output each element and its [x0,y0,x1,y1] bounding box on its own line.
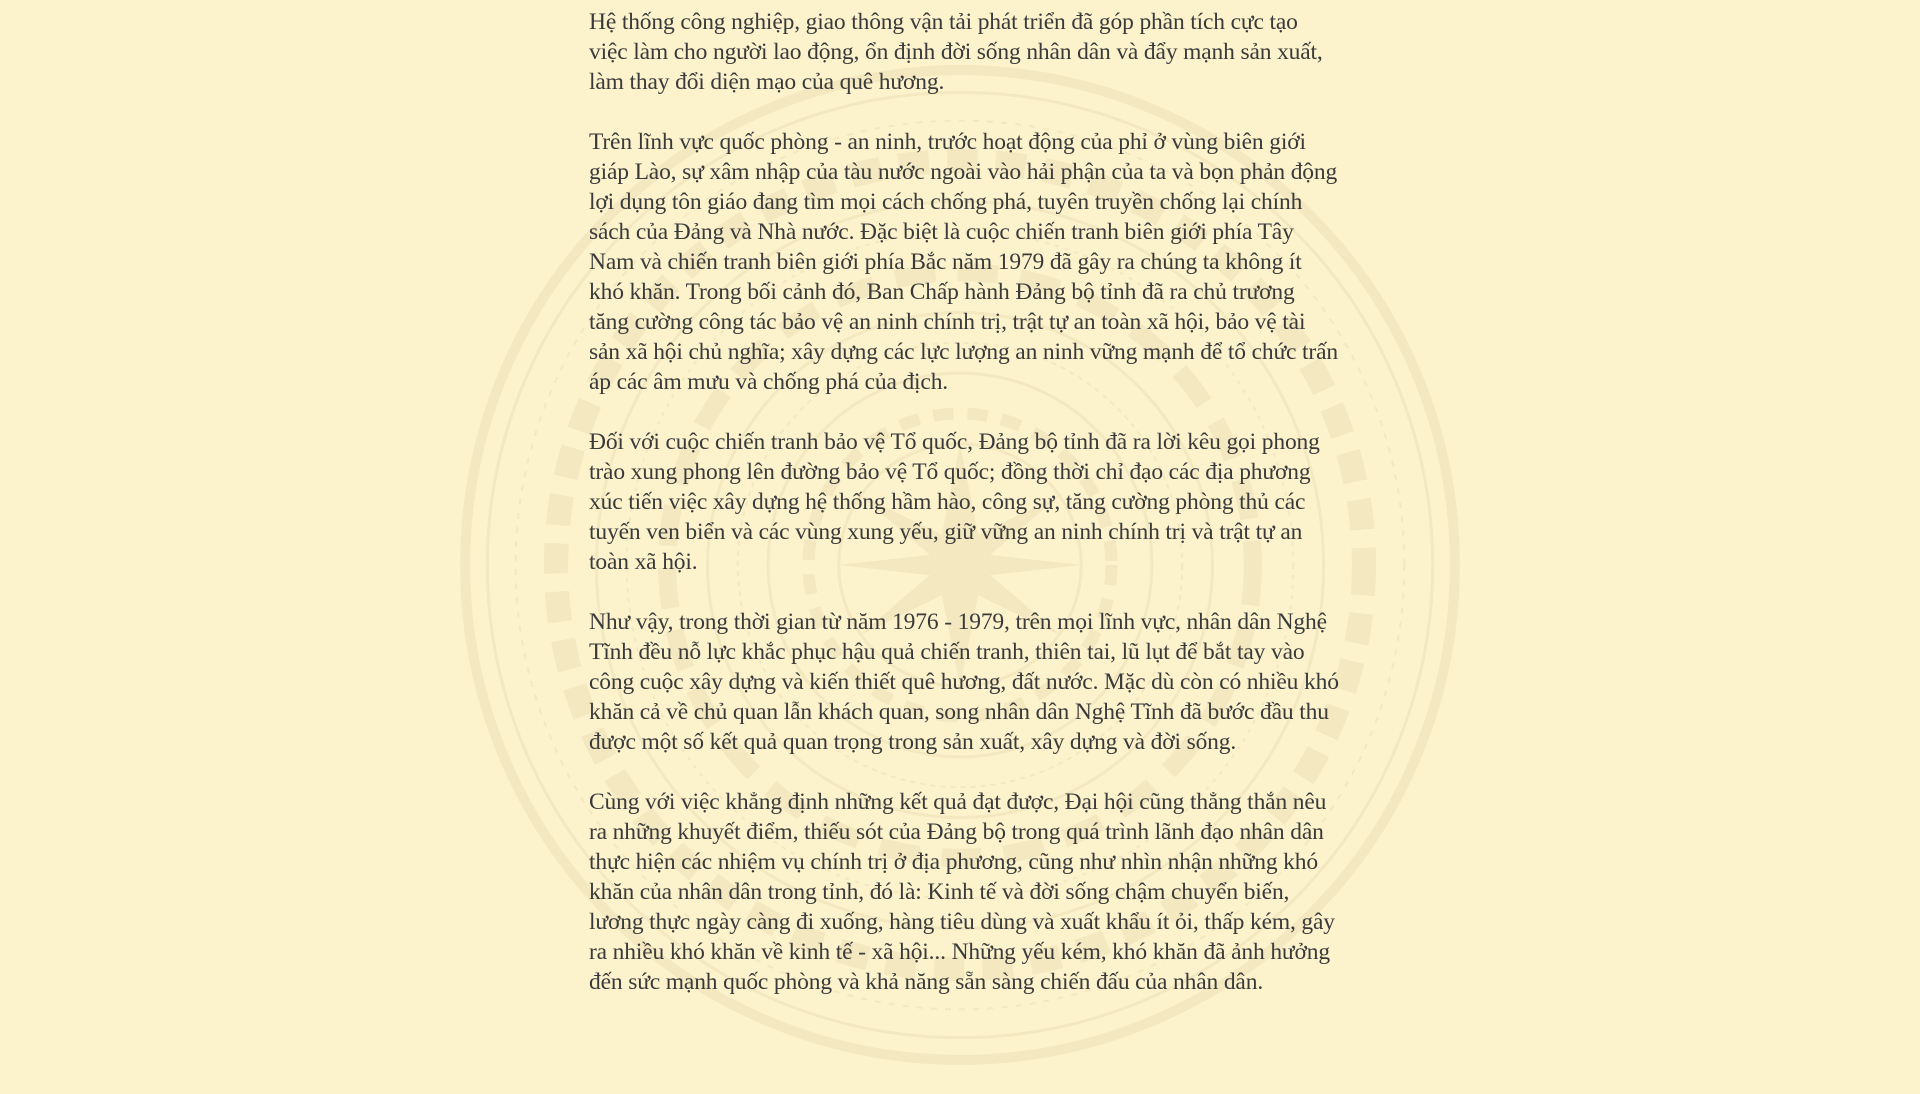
article-body [589,7,1339,1027]
paragraph-5: Cùng với việc khẳng định những kết quả đạt được, Đại hội cũng thẳng thắn nêu ra những khuyết điểm, thiếu sót của Đảng bộ trong quá trình lãnh đạo nhân dân thực hiện các nhiệm vụ chính trị ở địa phương, cũng như nhìn nhận những khó khăn của nhân dân trong tỉnh, đó là: Kinh tế và đời sống chậm chuyển biến, lương thực ngày càng đi xuống, hàng tiêu dùng và xuất khẩu ít ỏi, thấp kém, gây ra nhiều khó khăn về kinh tế - xã hội... Những yếu kém, khó khăn đã ảnh hưởng đến sức mạnh quốc phòng và khả năng sẵn sàng chiến đấu của nhân dân. [589,789,1335,995]
paragraph-3: Đối với cuộc chiến tranh bảo vệ Tổ quốc, Đảng bộ tỉnh đã ra lời kêu gọi phong trào xung phong lên đường bảo vệ Tổ quốc; đồng thời chỉ đạo các địa phương xúc tiến việc xây dựng hệ thống hầm hào, công sự, tăng cường phòng thủ các tuyến ven biển và các vùng xung yếu, giữ vững an ninh chính trị và trật tự an toàn xã hội. [589,429,1320,575]
paragraph-1: Hệ thống công nghiệp, giao thông vận tải phát triển đã góp phần tích cực tạo việc làm cho người lao động, ổn định đời sống nhân dân và đẩy mạnh sản xuất, làm thay đổi diện mạo của quê hương. [589,9,1323,95]
paragraph-4: Như vậy, trong thời gian từ năm 1976 - 1979, trên mọi lĩnh vực, nhân dân Nghệ Tĩnh đều nỗ lực khắc phục hậu quả chiến tranh, thiên tai, lũ lụt để bắt tay vào công cuộc xây dựng và kiến thiết quê hương, đất nước. Mặc dù còn có nhiều khó khăn cả về chủ quan lẫn khách quan, song nhân dân Nghệ Tĩnh đã bước đầu thu được một số kết quả quan trọng trong sản xuất, xây dựng và đời sống. [589,609,1339,755]
paragraph-2: Trên lĩnh vực quốc phòng - an ninh, trước hoạt động của phỉ ở vùng biên giới giáp Lào, sự xâm nhập của tàu nước ngoài vào hải phận của ta và bọn phản động lợi dụng tôn giáo đang tìm mọi cách chống phá, tuyên truyền chống lại chính sách của Đảng và Nhà nước. Đặc biệt là cuộc chiến tranh biên giới phía Tây Nam và chiến tranh biên giới phía Bắc năm 1979 đã gây ra chúng ta không ít khó khăn. Trong bối cảnh đó, Ban Chấp hành Đảng bộ tỉnh đã ra chủ trương tăng cường công tác bảo vệ an ninh chính trị, trật tự an toàn xã hội, bảo vệ tài sản xã hội chủ nghĩa; xây dựng các lực lượng an ninh vững mạnh để tổ chức trấn áp các âm mưu và chống phá của địch. [589,129,1338,395]
